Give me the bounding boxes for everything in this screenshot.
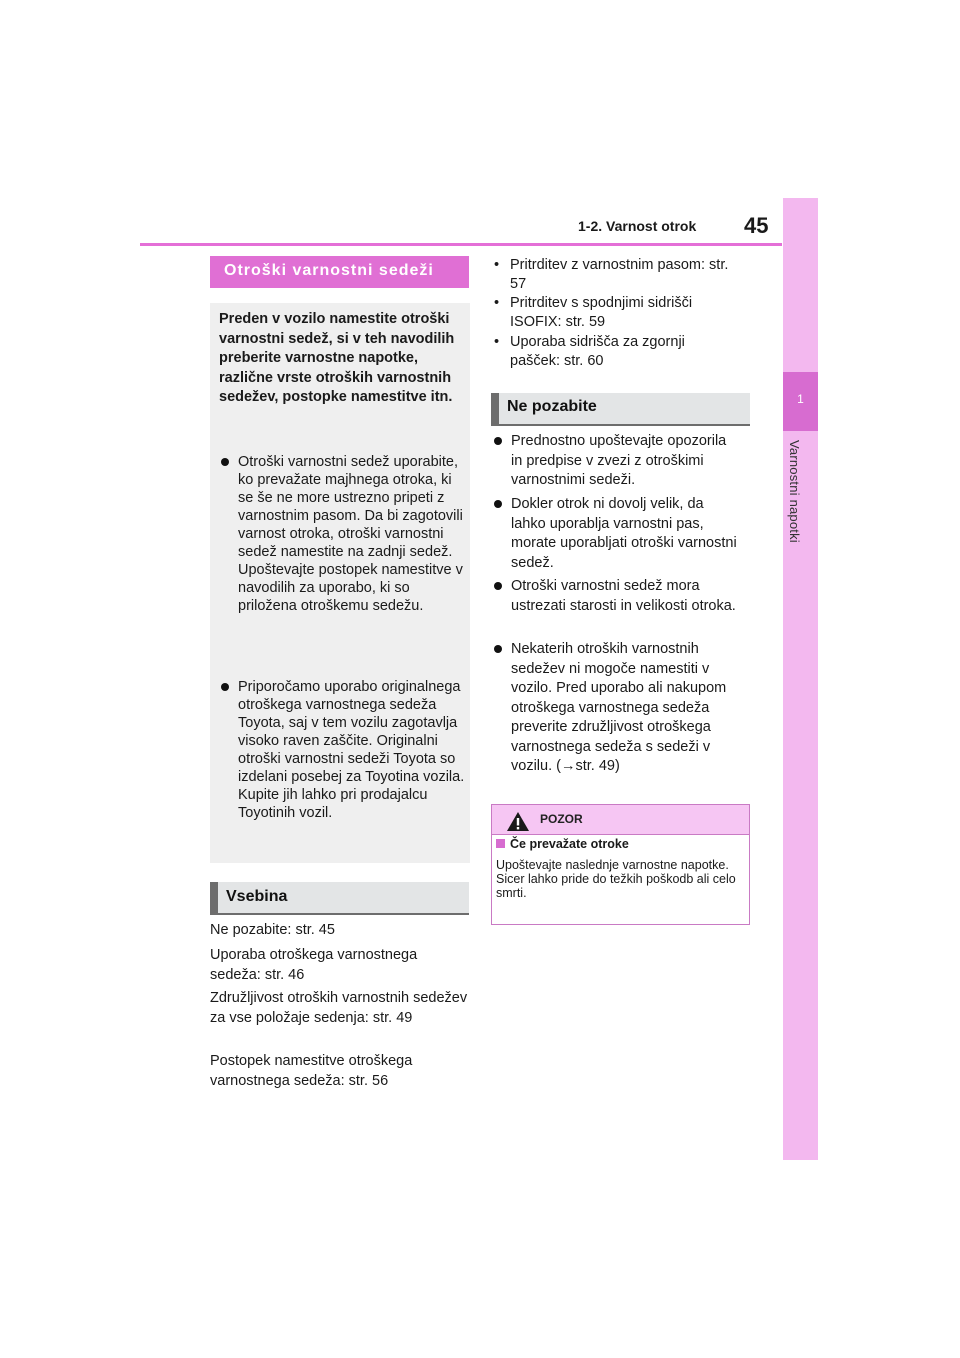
square-bullet-icon	[496, 839, 505, 848]
remember-bullet: Dokler otrok ni dovolj velik, da lahko uporablja varnostni pas, morate uporabljati otroški varnostni sedež.	[494, 495, 739, 573]
header-rule	[140, 243, 782, 246]
heading-child-seats: Otroški varnostni sedeži	[210, 256, 469, 288]
left-bullet: Otroški varnostni sedež uporabite, ko prevažate majhnega otroka, ki se še ne more ustrezno pripeti z varnostnim pasom. Da bi zagotovili varnost otroka, otroški varnostni sedež namestite na zadnji sedež. Upoštevajte postopek namestitve v navodilih za uporabo, ki so priložena otroškemu sedežu.	[221, 453, 466, 615]
heading-remember: Ne pozabite	[491, 393, 750, 426]
page-number: 45	[744, 213, 769, 238]
caution-subheading: Če prevažate otroke	[496, 837, 629, 851]
bullet-dot-icon	[494, 582, 502, 590]
section-title: 1-2. Varnost otrok	[578, 218, 697, 234]
contents-item[interactable]: Združljivost otroških varnostnih sedežev za vse položaje sedenja: str. 49	[210, 990, 468, 1026]
chapter-title: Varnostni napotki	[787, 440, 802, 543]
bullet-dot-icon	[221, 458, 229, 466]
bullet-dot-icon	[221, 683, 229, 691]
bullet-dot-icon	[494, 437, 502, 445]
bullet-dot-icon	[494, 500, 502, 508]
contents-item[interactable]: Uporaba otroškega varnostnega sedeža: str. 46	[210, 947, 418, 983]
heading-contents: Vsebina	[210, 882, 469, 915]
sub-item[interactable]: • Pritrditev s spodnjimi sidrišči ISOFIX: str. 59	[494, 295, 693, 330]
side-band	[783, 198, 818, 1160]
contents-item[interactable]: Ne pozabite: str. 45	[210, 922, 335, 938]
caution-separator	[492, 834, 749, 835]
caution-header	[492, 805, 749, 834]
remember-bullet: Nekaterih otroških varnostnih sedežev ni mogoče namestiti v vozilo. Pred uporabo ali nakupom otroškega varnostnega sedeža preverite združljivost otroškega varnostnega sedeža s sedeži v vozilu. (→str. 49)	[494, 640, 742, 777]
sub-item[interactable]: • Uporaba sidrišča za zgornji pašček: str. 60	[494, 334, 685, 369]
bullet-dot-icon	[494, 645, 502, 653]
chapter-number: 1	[797, 392, 804, 406]
bullet-dot-icon: •	[494, 334, 500, 350]
remember-bullet: Otroški varnostni sedež mora ustrezati starosti in velikosti otroka.	[494, 577, 739, 616]
bullet-dot-icon: •	[494, 257, 500, 273]
remember-bullet: Prednostno upoštevajte opozorila in predpise v zvezi z otroškimi varnostnimi sedeži.	[494, 432, 739, 491]
warning-icon	[506, 811, 530, 837]
bullet-dot-icon: •	[494, 295, 500, 311]
contents-item[interactable]: Postopek namestitve otroškega varnostnega sedeža: str. 56	[210, 1053, 413, 1089]
sub-item[interactable]: • Pritrditev z varnostnim pasom: str. 57	[494, 257, 729, 292]
left-bullet: Priporočamo uporabo originalnega otroškega varnostnega sedeža Toyota, saj v tem vozilu zagotavlja visoko raven zaščite. Originalni otroški varnostni sedeži Toyota so izdelani posebej za Toyotina vozila. Kupite jih lahko pri prodajalcu Toyotinih vozil.	[221, 678, 466, 822]
intro-text: Preden v vozilo namestite otroški varnostni sedež, si v teh navodilih preberite varnostne napotke, različne vrste otroških varnostnih sedežev, postopke namestitve itn.	[219, 311, 455, 405]
caution-label: POZOR	[540, 812, 583, 826]
caution-text: Upoštevajte naslednje varnostne napotke. Sicer lahko pride do težkih poškodb ali celo smrti.	[496, 858, 736, 900]
